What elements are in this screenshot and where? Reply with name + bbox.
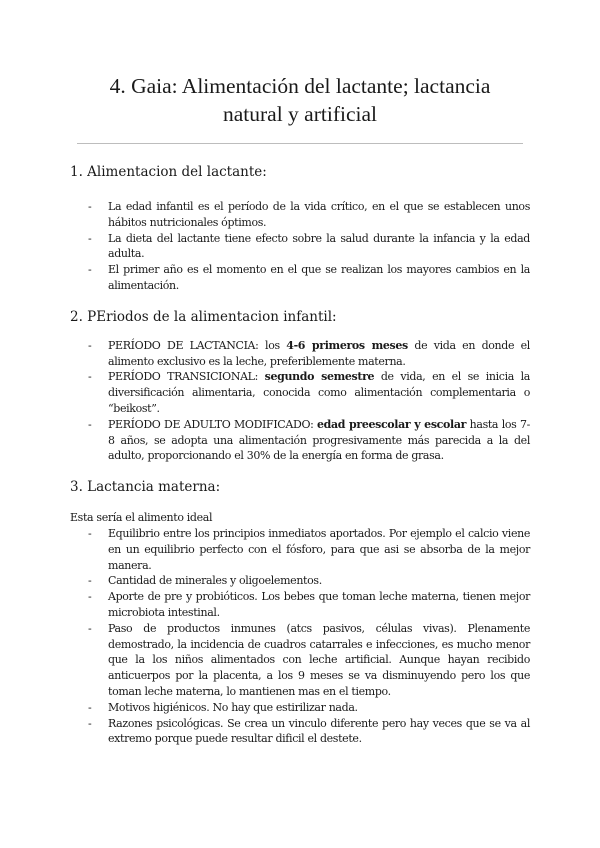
page-title-line-1: 4. Gaia: Alimentación del lactante; lactancia	[109, 74, 491, 98]
list-item	[70, 369, 530, 416]
list-item: - Razones psicológicas. Se crea un vinculo diferente pero hay veces que se va al extremo porque puede resultar dificil el destete.	[70, 716, 530, 748]
item-emphasis: 4-6 primeros meses	[286, 338, 408, 352]
list-item: - Equilibrio entre los principios inmediatos aportados. Por ejemplo el calcio viene en un equilibrio perfecto con el fósforo, para que asi se absorba de la mejor manera.	[70, 526, 530, 573]
page-title-line-2: natural y artificial	[222, 102, 377, 126]
list-item: - El primer año es el momento en el que se realizan los mayores cambios en la alimentación.	[70, 262, 530, 294]
item-text: PERÍODO DE ADULTO MODIFICADO:	[108, 417, 318, 431]
list-item: - La dieta del lactante tiene efecto sobre la salud durante la infancia y la edad adulta.	[70, 231, 530, 263]
list-item: - Cantidad de minerales y oligoelementos.	[70, 573, 530, 589]
section-lactancia-materna	[70, 479, 530, 747]
item-emphasis: segundo semestre	[264, 370, 375, 384]
item-text: de vida, en el se inicia la diversificación alimentaria, conocida como alimentación complementaria o “beikost”.	[108, 370, 530, 415]
section-periodos-alimentacion	[70, 309, 530, 464]
page-title	[70, 0, 530, 128]
bullet-list	[70, 199, 530, 294]
section-heading: 1. Alimentacion del lactante:	[70, 164, 267, 180]
title-divider	[77, 143, 523, 144]
item-text: de vida en donde el alimento exclusivo es la leche, preferiblemente materna.	[108, 338, 530, 368]
list-item	[70, 417, 530, 464]
section-heading: 3. Lactancia materna:	[70, 479, 221, 496]
bullet-list	[70, 338, 530, 464]
list-item	[70, 338, 530, 370]
list-item: - Aporte de pre y probióticos. Los bebes que toman leche materna, tienen mejor microbiota intestinal.	[70, 589, 530, 621]
list-item: - Motivos higiénicos. No hay que estirilizar nada.	[70, 700, 530, 716]
item-text: PERÍODO DE LACTANCIA: los	[108, 338, 287, 352]
section-heading: 2. PEriodos de la alimentacion infantil:	[70, 308, 337, 325]
item-emphasis: edad preescolar y escolar	[317, 417, 467, 431]
item-text: hasta los 7-8 años, se adopta una alimentación progresivamente más parecida a la del adulto, proporcionando el 30% de la energía en forma de grasa.	[108, 417, 531, 463]
list-item: - La edad infantil es el período de la vida crítico, en el que se establecen unos hábitos nutricionales óptimos.	[70, 199, 530, 231]
item-text: PERÍODO TRANSICIONAL:	[108, 370, 265, 384]
list-item: - Paso de productos inmunes (atcs pasivos, células vivas). Plenamente demostrado, la incidencia de cuadros catarrales e infecciones, es mucho menor que la los niños alimentados con leche artificial. Aunque hayan recibido anticuerpos por la placenta, a los 9 meses se va disminuyendo pero los que toman leche materna, lo mantienen mas en el tiempo.	[70, 621, 530, 700]
section-intro: Esta sería el alimento ideal	[70, 511, 213, 525]
bullet-list	[70, 526, 530, 747]
section-alimentacion-lactante	[70, 164, 530, 294]
